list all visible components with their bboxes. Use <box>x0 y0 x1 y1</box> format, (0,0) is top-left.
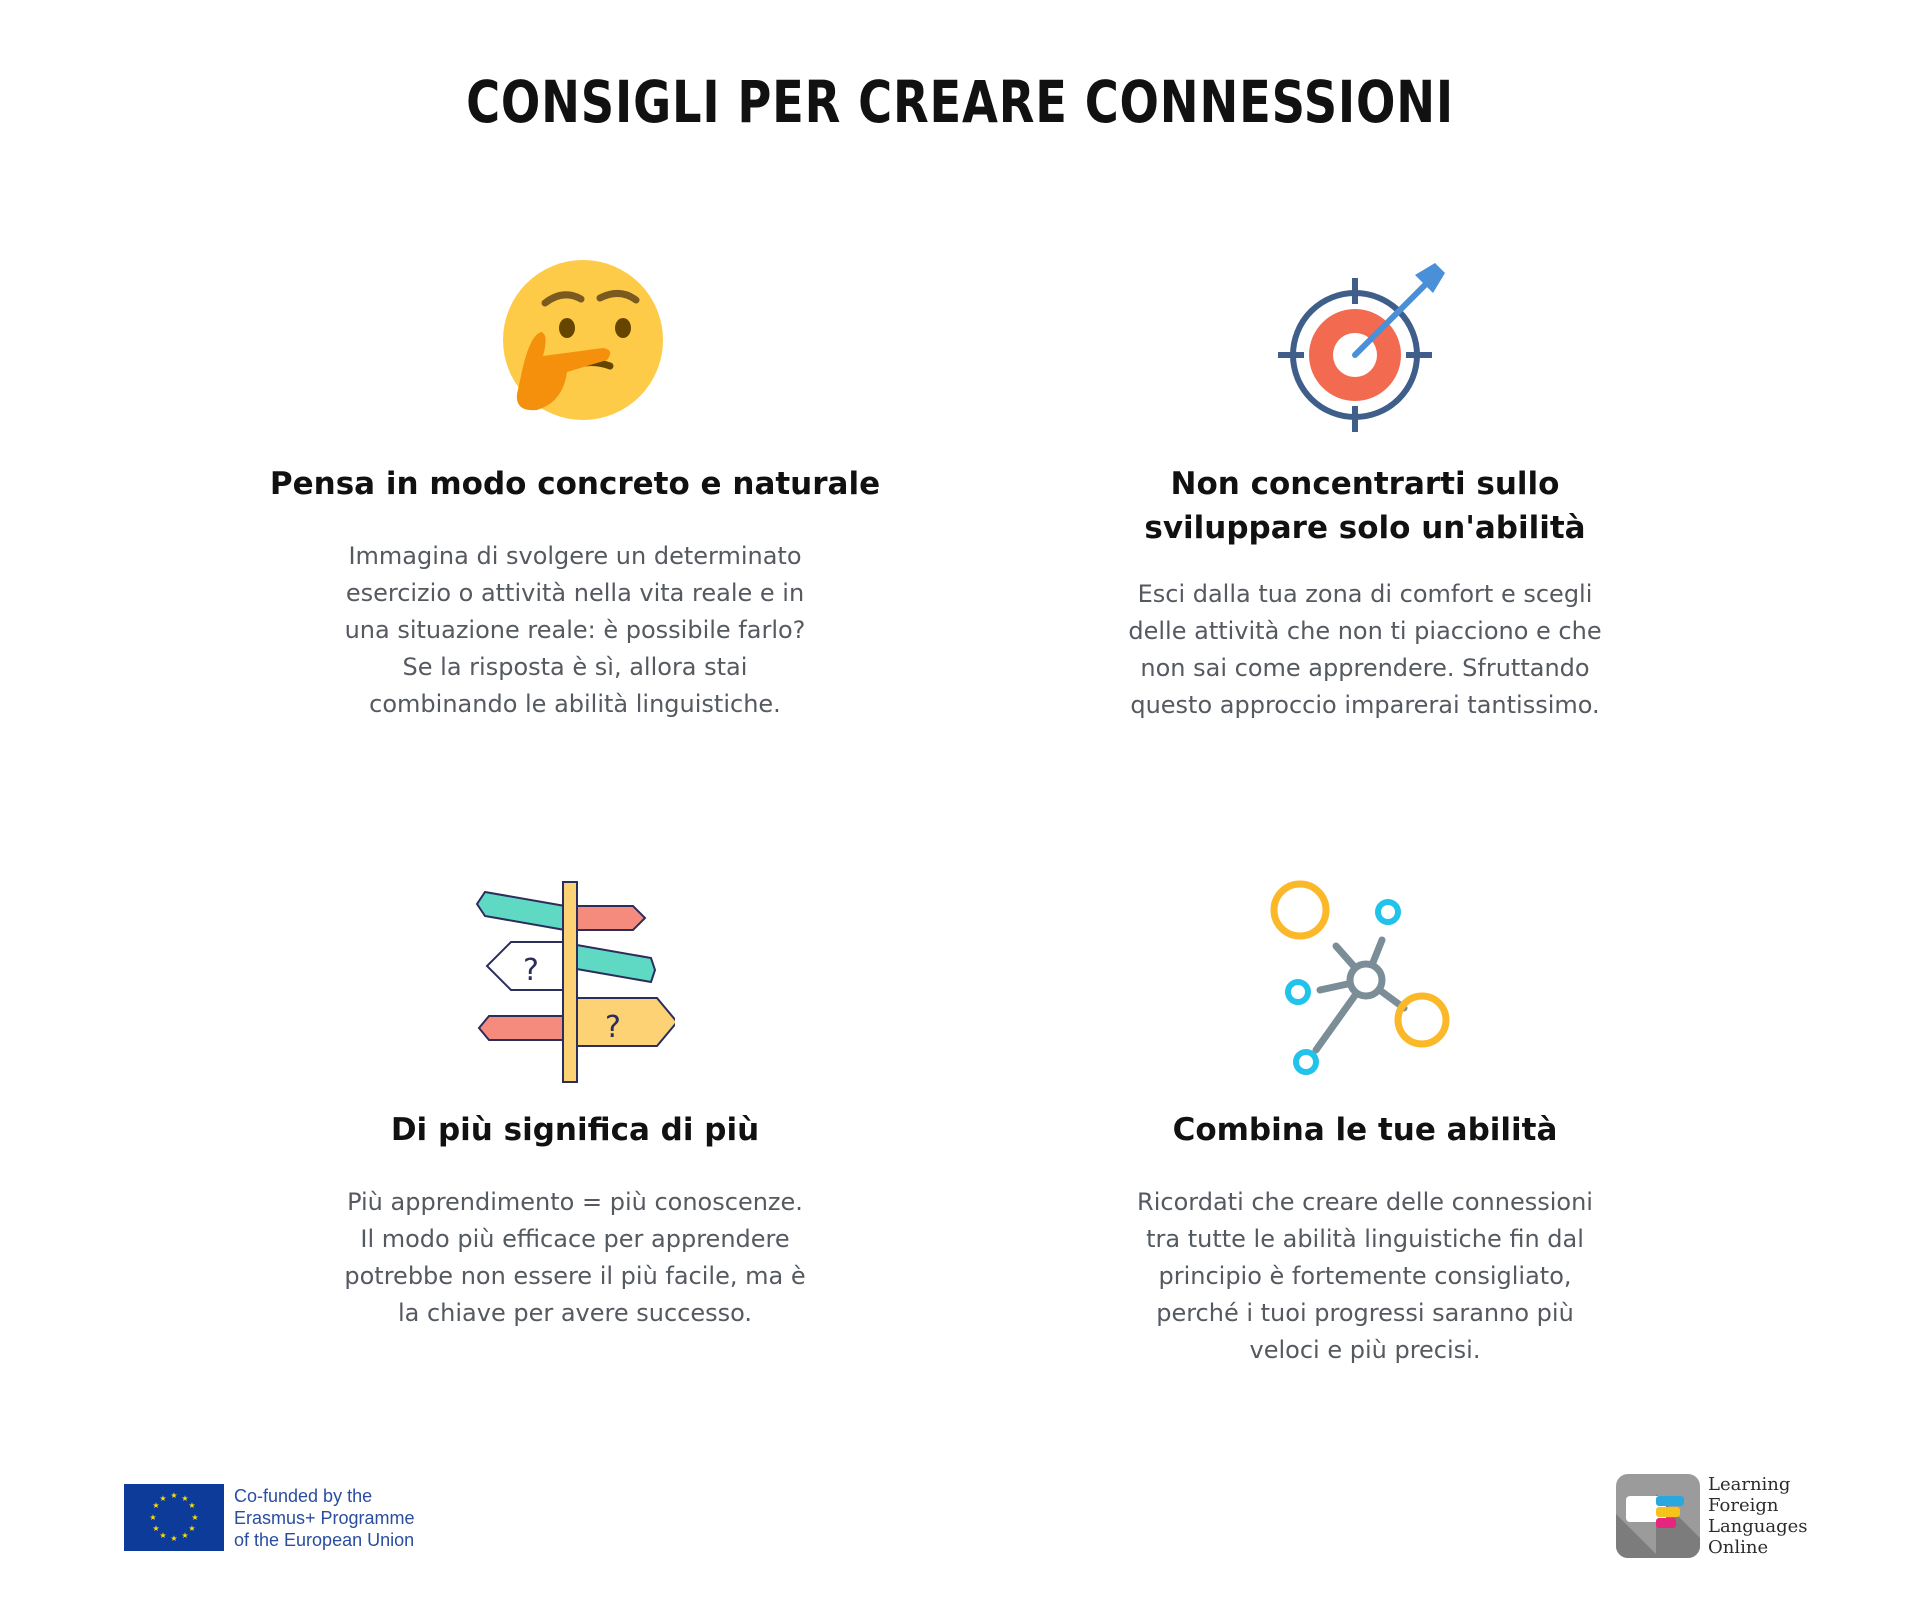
signpost-icon <box>195 880 955 1090</box>
card-title: Combina le tue abilità <box>1172 1112 1558 1148</box>
svg-text:★: ★ <box>159 1531 167 1540</box>
svg-text:?: ? <box>523 953 539 988</box>
svg-text:★: ★ <box>181 1531 189 1540</box>
eu-funding-text: Co-funded by the Erasmus+ Programme of the European Union <box>234 1485 415 1550</box>
target-arrow-icon <box>985 260 1745 440</box>
card-body: Più apprendimento = più conoscenze. Il modo più efficace per apprendere potrebbe non essere il più facile, ma è la chiave per avere successo. <box>344 1188 806 1327</box>
svg-text:★: ★ <box>188 1524 196 1533</box>
svg-text:★: ★ <box>191 1513 199 1522</box>
lflo-logo <box>1616 1474 1808 1558</box>
svg-text:★: ★ <box>149 1513 157 1522</box>
lflo-logo-text: Learning Foreign Languages Online <box>1708 1474 1808 1558</box>
svg-text:★: ★ <box>152 1501 160 1510</box>
card-title: Di più significa di più <box>390 1112 760 1148</box>
svg-text:★: ★ <box>170 1534 178 1543</box>
card-body: Esci dalla tua zona di comfort e scegli delle attività che non ti piacciono e che non sai come apprendere. Sfruttando questo approccio imparerai tantissimo. <box>1128 580 1602 719</box>
card-body: Ricordati che creare delle connessioni tra tutte le abilità linguistiche fin dal principio è fortemente consigliato, perché i tuoi progressi saranno più veloci e più precisi. <box>1137 1188 1593 1364</box>
svg-text:★: ★ <box>188 1501 196 1510</box>
svg-text:★: ★ <box>159 1494 167 1503</box>
eu-funding-badge <box>124 1484 415 1551</box>
page-title: CONSIGLI PER CREARE CONNESSIONI <box>466 68 1454 136</box>
card-title: Non concentrarti sullo sviluppare solo un'abilità <box>1144 466 1586 546</box>
speech-bubbles-logo-icon <box>1616 1474 1700 1558</box>
svg-text:★: ★ <box>170 1491 178 1500</box>
network-nodes-icon <box>985 880 1745 1080</box>
card-body: Immagina di svolgere un determinato esercizio o attività nella vita reale e in una situazione reale: è possibile farlo? Se la risposta è sì, allora stai combinando le abilità linguistiche. <box>344 542 806 718</box>
thinking-face-icon <box>195 258 955 438</box>
svg-text:★: ★ <box>181 1494 189 1503</box>
eu-flag-icon <box>124 1484 224 1551</box>
card-title: Pensa in modo concreto e naturale <box>269 466 881 502</box>
svg-text:?: ? <box>605 1010 621 1045</box>
svg-text:★: ★ <box>152 1524 160 1533</box>
